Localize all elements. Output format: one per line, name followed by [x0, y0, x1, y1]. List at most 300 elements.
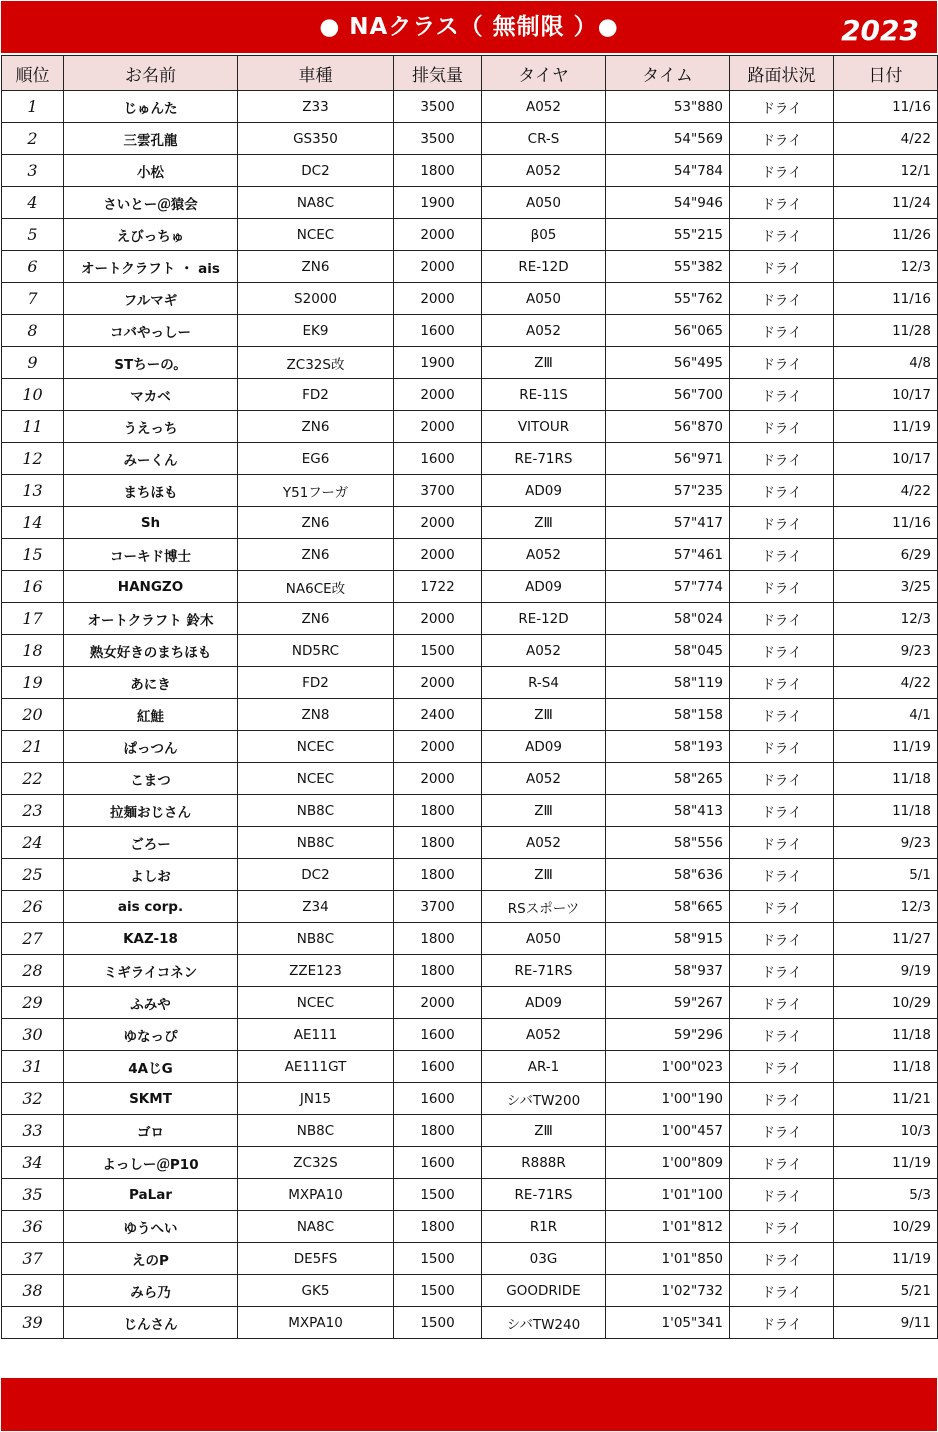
rank-cell: 37 — [2, 1243, 64, 1275]
rank-cell: 9 — [2, 347, 64, 379]
tire-cell: A052 — [482, 827, 606, 859]
table-row — [2, 987, 938, 1019]
name-cell: みら乃 — [64, 1275, 238, 1307]
displacement-cell: 1800 — [394, 1211, 482, 1243]
time-cell: 58"915 — [606, 923, 730, 955]
rank-cell: 8 — [2, 315, 64, 347]
ranking-table — [1, 55, 938, 1339]
time-cell: 56"971 — [606, 443, 730, 475]
tire-cell: RE-71RS — [482, 1179, 606, 1211]
table-row — [2, 827, 938, 859]
tire-cell: A050 — [482, 923, 606, 955]
name-cell: まちほも — [64, 475, 238, 507]
road-cell: ドライ — [730, 443, 834, 475]
name-cell: よっしー＠P10 — [64, 1147, 238, 1179]
rank-cell: 24 — [2, 827, 64, 859]
road-cell: ドライ — [730, 1115, 834, 1147]
tire-cell: ZⅢ — [482, 347, 606, 379]
table-row — [2, 251, 938, 283]
date-cell: 11/19 — [834, 1147, 938, 1179]
car-cell: DC2 — [238, 859, 394, 891]
displacement-cell: 2000 — [394, 667, 482, 699]
car-cell: EK9 — [238, 315, 394, 347]
displacement-cell: 1800 — [394, 155, 482, 187]
rank-cell: 38 — [2, 1275, 64, 1307]
date-cell: 10/29 — [834, 1211, 938, 1243]
name-cell: えのP — [64, 1243, 238, 1275]
name-cell: HANGZO — [64, 571, 238, 603]
table-row — [2, 571, 938, 603]
car-cell: ZZE123 — [238, 955, 394, 987]
displacement-cell: 2000 — [394, 507, 482, 539]
col-header-road: 路面状況 — [730, 56, 834, 91]
car-cell: JN15 — [238, 1083, 394, 1115]
tire-cell: AR-1 — [482, 1051, 606, 1083]
table-row — [2, 123, 938, 155]
car-cell: DE5FS — [238, 1243, 394, 1275]
road-cell: ドライ — [730, 571, 834, 603]
tire-cell: CR-S — [482, 123, 606, 155]
tire-cell: ZⅢ — [482, 795, 606, 827]
table-row — [2, 91, 938, 123]
name-cell: えびっちゅ — [64, 219, 238, 251]
title-bar — [1, 1, 937, 53]
name-cell: あにき — [64, 667, 238, 699]
displacement-cell: 1722 — [394, 571, 482, 603]
car-cell: MXPA10 — [238, 1179, 394, 1211]
col-header-time: タイム — [606, 56, 730, 91]
road-cell: ドライ — [730, 411, 834, 443]
name-cell: オートクラフト 鈴木 — [64, 603, 238, 635]
table-row — [2, 731, 938, 763]
ranking-rows — [2, 91, 938, 1339]
rank-cell: 33 — [2, 1115, 64, 1147]
rank-cell: 5 — [2, 219, 64, 251]
table-row — [2, 795, 938, 827]
displacement-cell: 1500 — [394, 635, 482, 667]
name-cell: みーくん — [64, 443, 238, 475]
rank-cell: 1 — [2, 91, 64, 123]
displacement-cell: 3700 — [394, 475, 482, 507]
displacement-cell: 2000 — [394, 219, 482, 251]
car-cell: NCEC — [238, 731, 394, 763]
table-row — [2, 283, 938, 315]
date-cell: 12/3 — [834, 603, 938, 635]
table-row — [2, 411, 938, 443]
rank-cell: 17 — [2, 603, 64, 635]
road-cell: ドライ — [730, 859, 834, 891]
displacement-cell: 2000 — [394, 763, 482, 795]
table-row — [2, 763, 938, 795]
car-cell: MXPA10 — [238, 1307, 394, 1339]
date-cell: 12/3 — [834, 891, 938, 923]
table-row — [2, 635, 938, 667]
road-cell: ドライ — [730, 1307, 834, 1339]
rank-cell: 26 — [2, 891, 64, 923]
table-row — [2, 1019, 938, 1051]
tire-cell: AD09 — [482, 475, 606, 507]
tire-cell: GOODRIDE — [482, 1275, 606, 1307]
displacement-cell: 1500 — [394, 1307, 482, 1339]
time-cell: 55"762 — [606, 283, 730, 315]
car-cell: NA8C — [238, 187, 394, 219]
date-cell: 4/22 — [834, 123, 938, 155]
road-cell: ドライ — [730, 219, 834, 251]
road-cell: ドライ — [730, 1019, 834, 1051]
time-cell: 1'05"341 — [606, 1307, 730, 1339]
name-cell: じゅんた — [64, 91, 238, 123]
car-cell: ZN6 — [238, 411, 394, 443]
time-cell: 1'00"457 — [606, 1115, 730, 1147]
name-cell: 三雲孔龍 — [64, 123, 238, 155]
date-cell: 11/24 — [834, 187, 938, 219]
car-cell: NB8C — [238, 827, 394, 859]
time-cell: 53"880 — [606, 91, 730, 123]
displacement-cell: 3700 — [394, 891, 482, 923]
time-cell: 57"417 — [606, 507, 730, 539]
time-cell: 1'01"850 — [606, 1243, 730, 1275]
tire-cell: A052 — [482, 91, 606, 123]
tire-cell: A050 — [482, 187, 606, 219]
road-cell: ドライ — [730, 251, 834, 283]
car-cell: ND5RC — [238, 635, 394, 667]
rank-cell: 31 — [2, 1051, 64, 1083]
name-cell: ゆうへい — [64, 1211, 238, 1243]
date-cell: 11/28 — [834, 315, 938, 347]
displacement-cell: 1800 — [394, 955, 482, 987]
name-cell: Sh — [64, 507, 238, 539]
date-cell: 4/1 — [834, 699, 938, 731]
tire-cell: A050 — [482, 283, 606, 315]
tire-cell: ZⅢ — [482, 699, 606, 731]
date-cell: 11/16 — [834, 283, 938, 315]
rank-cell: 32 — [2, 1083, 64, 1115]
time-cell: 58"265 — [606, 763, 730, 795]
tire-cell: A052 — [482, 1019, 606, 1051]
car-cell: DC2 — [238, 155, 394, 187]
car-cell: NB8C — [238, 923, 394, 955]
rank-cell: 35 — [2, 1179, 64, 1211]
name-cell: KAZ-18 — [64, 923, 238, 955]
displacement-cell: 1500 — [394, 1275, 482, 1307]
road-cell: ドライ — [730, 1179, 834, 1211]
date-cell: 10/17 — [834, 379, 938, 411]
displacement-cell: 2000 — [394, 731, 482, 763]
road-cell: ドライ — [730, 1275, 834, 1307]
displacement-cell: 1800 — [394, 795, 482, 827]
time-cell: 1'00"023 — [606, 1051, 730, 1083]
col-header-date: 日付 — [834, 56, 938, 91]
rank-cell: 21 — [2, 731, 64, 763]
road-cell: ドライ — [730, 347, 834, 379]
name-cell: ぱっつん — [64, 731, 238, 763]
road-cell: ドライ — [730, 283, 834, 315]
table-row — [2, 1211, 938, 1243]
road-cell: ドライ — [730, 379, 834, 411]
rank-cell: 22 — [2, 763, 64, 795]
tire-cell: A052 — [482, 315, 606, 347]
rank-cell: 27 — [2, 923, 64, 955]
rank-cell: 12 — [2, 443, 64, 475]
displacement-cell: 2400 — [394, 699, 482, 731]
displacement-cell: 1900 — [394, 347, 482, 379]
name-cell: 熟女好きのまちほも — [64, 635, 238, 667]
car-cell: ZN8 — [238, 699, 394, 731]
road-cell: ドライ — [730, 923, 834, 955]
displacement-cell: 1600 — [394, 1083, 482, 1115]
date-cell: 6/29 — [834, 539, 938, 571]
name-cell: ゆなっぴ — [64, 1019, 238, 1051]
rank-cell: 29 — [2, 987, 64, 1019]
road-cell: ドライ — [730, 731, 834, 763]
time-cell: 58"665 — [606, 891, 730, 923]
rank-cell: 16 — [2, 571, 64, 603]
rank-cell: 11 — [2, 411, 64, 443]
date-cell: 11/16 — [834, 507, 938, 539]
road-cell: ドライ — [730, 1147, 834, 1179]
date-cell: 10/29 — [834, 987, 938, 1019]
table-row — [2, 155, 938, 187]
col-header-rank: 順位 — [2, 56, 64, 91]
time-cell: 54"946 — [606, 187, 730, 219]
table-row — [2, 1307, 938, 1339]
table-row — [2, 1051, 938, 1083]
name-cell: じんさん — [64, 1307, 238, 1339]
date-cell: 12/3 — [834, 251, 938, 283]
displacement-cell: 1900 — [394, 187, 482, 219]
rank-cell: 30 — [2, 1019, 64, 1051]
table-row — [2, 539, 938, 571]
road-cell: ドライ — [730, 763, 834, 795]
date-cell: 11/18 — [834, 763, 938, 795]
time-cell: 57"461 — [606, 539, 730, 571]
col-header-tire: タイヤ — [482, 56, 606, 91]
date-cell: 9/11 — [834, 1307, 938, 1339]
car-cell: FD2 — [238, 667, 394, 699]
time-cell: 56"700 — [606, 379, 730, 411]
road-cell: ドライ — [730, 1243, 834, 1275]
car-cell: ZC32S — [238, 1147, 394, 1179]
table-row — [2, 219, 938, 251]
table-row — [2, 1083, 938, 1115]
rank-cell: 23 — [2, 795, 64, 827]
displacement-cell: 2000 — [394, 251, 482, 283]
table-row — [2, 1243, 938, 1275]
date-cell: 9/23 — [834, 635, 938, 667]
displacement-cell: 3500 — [394, 91, 482, 123]
time-cell: 58"158 — [606, 699, 730, 731]
rank-cell: 2 — [2, 123, 64, 155]
car-cell: AE111GT — [238, 1051, 394, 1083]
road-cell: ドライ — [730, 827, 834, 859]
road-cell: ドライ — [730, 539, 834, 571]
road-cell: ドライ — [730, 155, 834, 187]
name-cell: 紅鮭 — [64, 699, 238, 731]
car-cell: Z33 — [238, 91, 394, 123]
date-cell: 11/19 — [834, 731, 938, 763]
time-cell: 58"556 — [606, 827, 730, 859]
displacement-cell: 1600 — [394, 1147, 482, 1179]
road-cell: ドライ — [730, 635, 834, 667]
rank-cell: 3 — [2, 155, 64, 187]
tire-cell: A052 — [482, 155, 606, 187]
name-cell: よしお — [64, 859, 238, 891]
table-row — [2, 667, 938, 699]
tire-cell: A052 — [482, 539, 606, 571]
name-cell: マカベ — [64, 379, 238, 411]
rank-cell: 34 — [2, 1147, 64, 1179]
displacement-cell: 2000 — [394, 379, 482, 411]
time-cell: 1'00"809 — [606, 1147, 730, 1179]
road-cell: ドライ — [730, 891, 834, 923]
displacement-cell: 2000 — [394, 283, 482, 315]
road-cell: ドライ — [730, 603, 834, 635]
road-cell: ドライ — [730, 123, 834, 155]
displacement-cell: 1800 — [394, 1115, 482, 1147]
tire-cell: RE-12D — [482, 603, 606, 635]
displacement-cell: 1800 — [394, 859, 482, 891]
name-cell: SKMT — [64, 1083, 238, 1115]
car-cell: NB8C — [238, 1115, 394, 1147]
date-cell: 5/3 — [834, 1179, 938, 1211]
date-cell: 4/8 — [834, 347, 938, 379]
tire-cell: シバTW240 — [482, 1307, 606, 1339]
time-cell: 1'01"812 — [606, 1211, 730, 1243]
rank-cell: 6 — [2, 251, 64, 283]
car-cell: NCEC — [238, 219, 394, 251]
displacement-cell: 3500 — [394, 123, 482, 155]
year-label: 2023 — [841, 14, 919, 47]
name-cell: こまつ — [64, 763, 238, 795]
car-cell: ZC32S改 — [238, 347, 394, 379]
car-cell: NCEC — [238, 987, 394, 1019]
name-cell: うえっち — [64, 411, 238, 443]
table-row — [2, 1275, 938, 1307]
road-cell: ドライ — [730, 1083, 834, 1115]
time-cell: 58"119 — [606, 667, 730, 699]
table-row — [2, 507, 938, 539]
road-cell: ドライ — [730, 187, 834, 219]
rank-cell: 18 — [2, 635, 64, 667]
time-cell: 59"296 — [606, 1019, 730, 1051]
tire-cell: AD09 — [482, 731, 606, 763]
time-cell: 56"065 — [606, 315, 730, 347]
table-row — [2, 315, 938, 347]
road-cell: ドライ — [730, 987, 834, 1019]
displacement-cell: 1600 — [394, 1019, 482, 1051]
time-cell: 56"870 — [606, 411, 730, 443]
displacement-cell: 2000 — [394, 539, 482, 571]
car-cell: ZN6 — [238, 539, 394, 571]
time-cell: 59"267 — [606, 987, 730, 1019]
class-title: ● NAクラス（ 無制限 ）● — [319, 14, 619, 40]
table-row — [2, 379, 938, 411]
rank-cell: 13 — [2, 475, 64, 507]
date-cell: 9/19 — [834, 955, 938, 987]
time-cell: 1'00"190 — [606, 1083, 730, 1115]
car-cell: FD2 — [238, 379, 394, 411]
car-cell: GK5 — [238, 1275, 394, 1307]
time-cell: 58"636 — [606, 859, 730, 891]
table-row — [2, 699, 938, 731]
rank-cell: 36 — [2, 1211, 64, 1243]
name-cell: STちーの。 — [64, 347, 238, 379]
date-cell: 4/22 — [834, 667, 938, 699]
displacement-cell: 1800 — [394, 827, 482, 859]
table-row — [2, 603, 938, 635]
rank-cell: 19 — [2, 667, 64, 699]
date-cell: 11/18 — [834, 1051, 938, 1083]
tire-cell: ZⅢ — [482, 507, 606, 539]
tire-cell: AD09 — [482, 571, 606, 603]
table-row — [2, 859, 938, 891]
road-cell: ドライ — [730, 795, 834, 827]
rank-cell: 28 — [2, 955, 64, 987]
time-cell: 56"495 — [606, 347, 730, 379]
tire-cell: β05 — [482, 219, 606, 251]
rank-cell: 20 — [2, 699, 64, 731]
road-cell: ドライ — [730, 1051, 834, 1083]
table-row — [2, 475, 938, 507]
col-header-name: お名前 — [64, 56, 238, 91]
table-row — [2, 443, 938, 475]
rank-cell: 7 — [2, 283, 64, 315]
tire-cell: A052 — [482, 763, 606, 795]
name-cell: 4AじG — [64, 1051, 238, 1083]
date-cell: 5/21 — [834, 1275, 938, 1307]
time-cell: 54"784 — [606, 155, 730, 187]
tire-cell: R-S4 — [482, 667, 606, 699]
tire-cell: 03G — [482, 1243, 606, 1275]
displacement-cell: 1600 — [394, 315, 482, 347]
displacement-cell: 1800 — [394, 923, 482, 955]
name-cell: さいとー＠猿会 — [64, 187, 238, 219]
car-cell: GS350 — [238, 123, 394, 155]
date-cell: 11/18 — [834, 1019, 938, 1051]
table-row — [2, 923, 938, 955]
road-cell: ドライ — [730, 1211, 834, 1243]
tire-cell: シバTW200 — [482, 1083, 606, 1115]
table-row — [2, 1115, 938, 1147]
name-cell: 小松 — [64, 155, 238, 187]
name-cell: ごろー — [64, 827, 238, 859]
time-cell: 58"024 — [606, 603, 730, 635]
footer-bar — [1, 1378, 937, 1431]
tire-cell: R888R — [482, 1147, 606, 1179]
name-cell: フルマギ — [64, 283, 238, 315]
name-cell: ミギライコネン — [64, 955, 238, 987]
time-cell: 58"045 — [606, 635, 730, 667]
table-row — [2, 891, 938, 923]
tire-cell: VITOUR — [482, 411, 606, 443]
time-cell: 57"774 — [606, 571, 730, 603]
car-cell: AE111 — [238, 1019, 394, 1051]
tire-cell: RE-71RS — [482, 443, 606, 475]
header-row — [2, 56, 938, 91]
car-cell: NB8C — [238, 795, 394, 827]
date-cell: 11/26 — [834, 219, 938, 251]
road-cell: ドライ — [730, 91, 834, 123]
car-cell: ZN6 — [238, 251, 394, 283]
time-cell: 58"937 — [606, 955, 730, 987]
name-cell: ふみや — [64, 987, 238, 1019]
name-cell: コーキド博士 — [64, 539, 238, 571]
date-cell: 11/27 — [834, 923, 938, 955]
tire-cell: RE-71RS — [482, 955, 606, 987]
date-cell: 4/22 — [834, 475, 938, 507]
name-cell: 拉麺おじさん — [64, 795, 238, 827]
name-cell: ais corp. — [64, 891, 238, 923]
